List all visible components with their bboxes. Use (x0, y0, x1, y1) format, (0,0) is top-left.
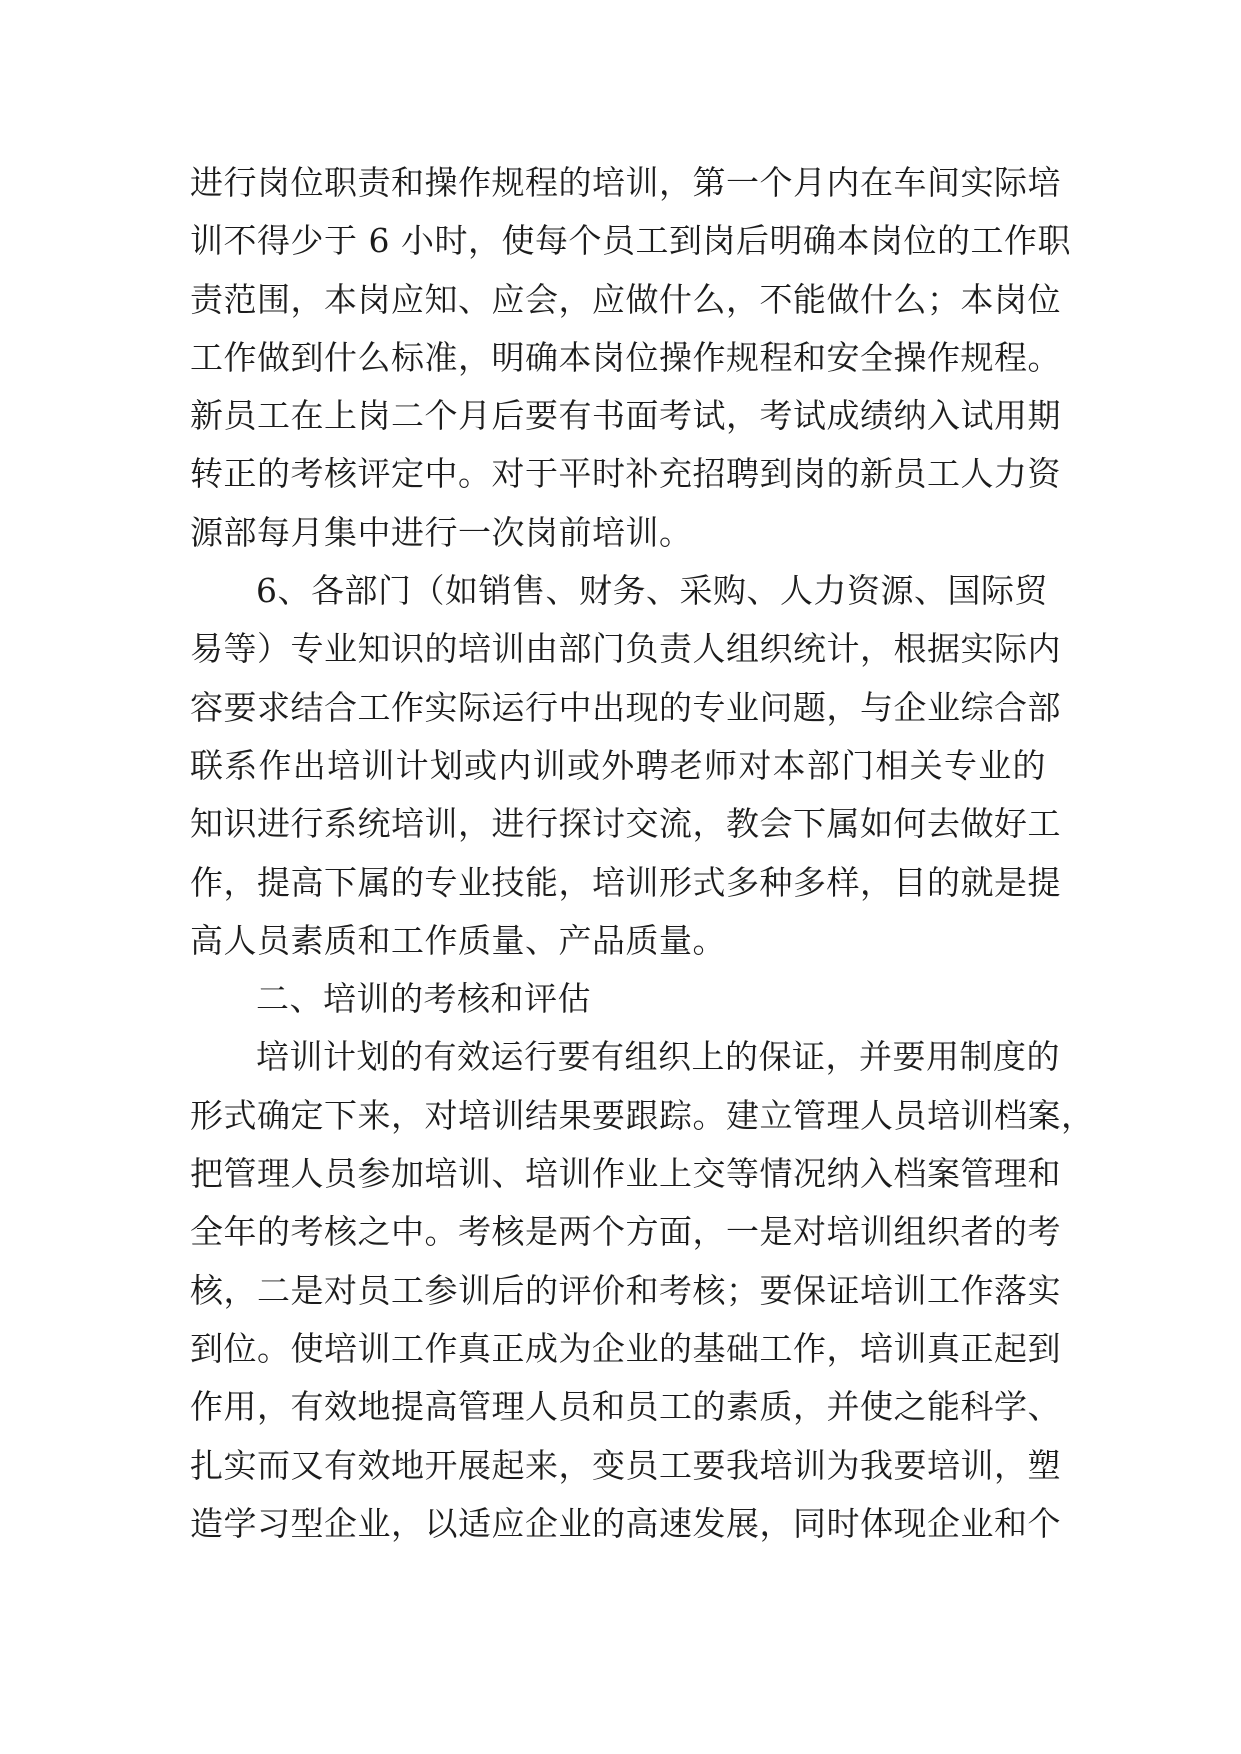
text-line: 把管理人员参加培训、培训作业上交等情况纳入档案管理和 (190, 1154, 1061, 1194)
text-line: 到位。使培训工作真正成为企业的基础工作，培训真正起到 (190, 1328, 1061, 1368)
text-line: 高人员素质和工作质量、产品质量。 (190, 920, 726, 960)
text-line: 造学习型企业，以适应企业的高速发展，同时体现企业和个 (190, 1503, 1061, 1543)
text-line: 6、各部门（如销售、财务、采购、人力资源、国际贸 (256, 571, 1048, 611)
text-line: 作，提高下属的专业技能，培训形式多种多样，目的就是提 (190, 862, 1061, 902)
text-line: 全年的考核之中。考核是两个方面，一是对培训组织者的考 (190, 1212, 1061, 1252)
text-line: 联系作出培训计划或内训或外聘老师对本部门相关专业的 (190, 745, 1046, 785)
text-line: 作用，有效地提高管理人员和员工的素质，并使之能科学、 (190, 1387, 1061, 1427)
text-line: 知识进行系统培训，进行探讨交流，教会下属如何去做好工 (190, 804, 1061, 844)
document-body-text (190, 154, 1095, 1553)
text-line: 二、培训的考核和评估 (256, 979, 591, 1019)
text-line: 进行岗位职责和操作规程的培训，第一个月内在车间实际培 (190, 163, 1061, 202)
text-line: 责范围，本岗应知、应会，应做什么，不能做什么；本岗位 (190, 279, 1061, 319)
text-line: 易等）专业知识的培训由部门负责人组织统计，根据实际内 (190, 629, 1061, 669)
text-line: 形式确定下来，对培训结果要跟踪。建立管理人员培训档案， (190, 1095, 1095, 1135)
text-line: 扎实而又有效地开展起来，变员工要我培训为我要培训，塑 (190, 1445, 1061, 1485)
text-line: 转正的考核评定中。对于平时补充招聘到岗的新员工人力资 (190, 454, 1061, 494)
text-line: 工作做到什么标准，明确本岗位操作规程和安全操作规程。 (190, 337, 1061, 377)
text-line: 核，二是对员工参训后的评价和考核；要保证培训工作落实 (190, 1270, 1061, 1310)
text-line: 源部每月集中进行一次岗前培训。 (190, 512, 693, 552)
text-line: 容要求结合工作实际运行中出现的专业问题，与企业综合部 (190, 687, 1061, 727)
text-line: 训不得少于 6 小时，使每个员工到岗后明确本岗位的工作职 (190, 221, 1071, 261)
text-line: 培训计划的有效运行要有组织上的保证，并要用制度的 (256, 1037, 1060, 1077)
text-line: 新员工在上岗二个月后要有书面考试，考试成绩纳入试用期 (190, 396, 1061, 436)
